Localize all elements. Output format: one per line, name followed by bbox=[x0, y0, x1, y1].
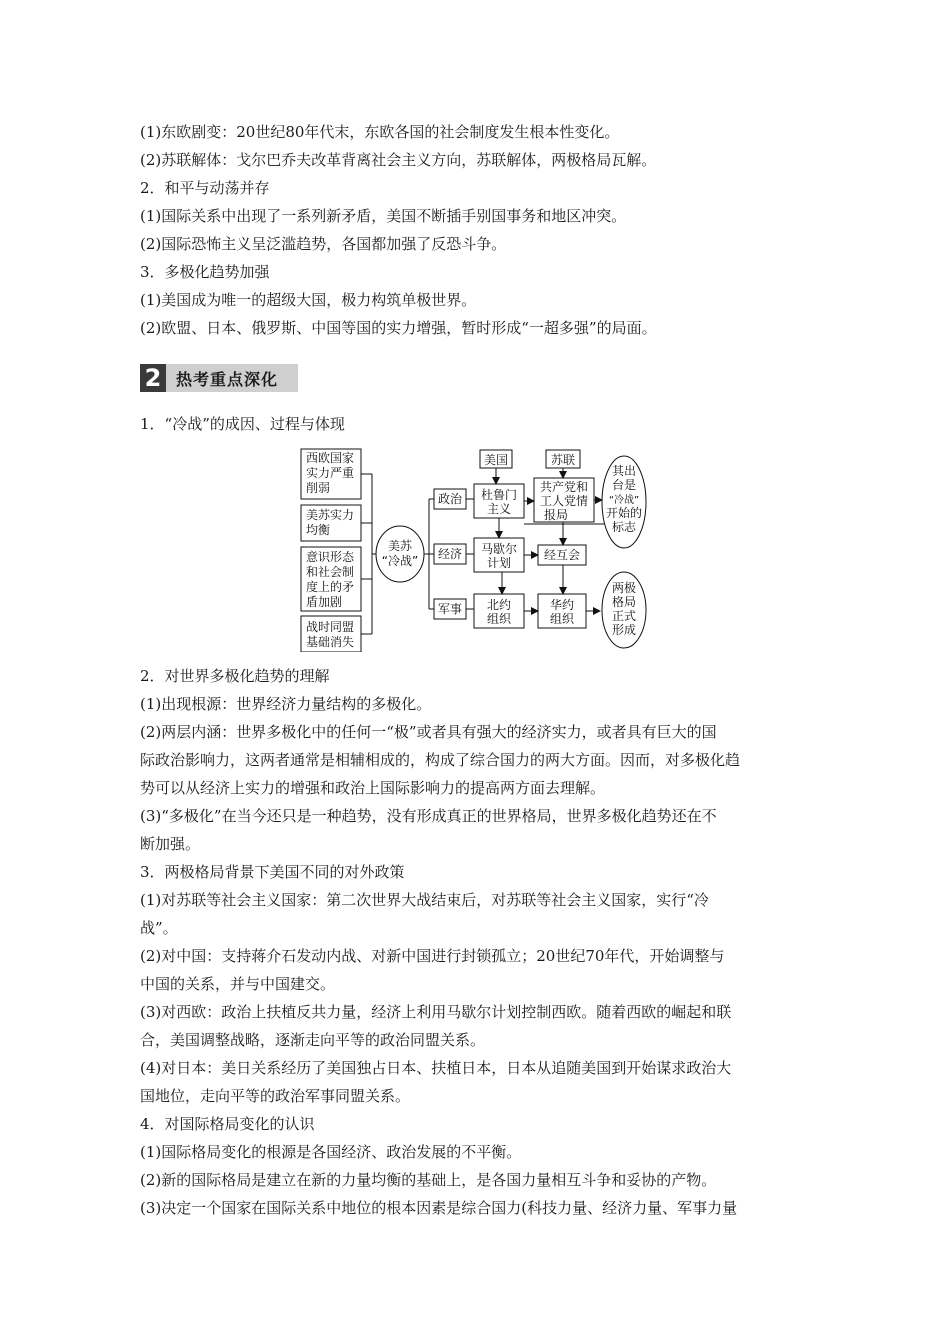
section-title: 热考重点深化 bbox=[176, 369, 279, 389]
paragraph: 国地位，走向平等的政治军事同盟关系。 bbox=[140, 1087, 411, 1105]
cause-text: 西欧国家 bbox=[306, 451, 355, 465]
subheading: 3．两极格局背景下美国不同的对外政策 bbox=[140, 863, 405, 881]
cause-text: 削弱 bbox=[306, 481, 331, 495]
usa-label: 美国 bbox=[483, 453, 509, 467]
cause-text: 和社会制 bbox=[306, 565, 355, 579]
nato-text: 组织 bbox=[486, 612, 512, 626]
paragraph: (1)国际格局变化的根源是各国经济、政治发展的不平衡。 bbox=[140, 1143, 522, 1161]
subheading: 4．对国际格局变化的认识 bbox=[140, 1115, 315, 1133]
paragraph: (1)国际关系中出现了一系列新矛盾，美国不断插手别国事务和地区冲突。 bbox=[140, 207, 627, 225]
result1-text: 台是 bbox=[611, 478, 637, 492]
cause-text: 美苏实力 bbox=[306, 508, 355, 522]
cominform-text: 报局 bbox=[543, 508, 569, 522]
paragraph: 中国的关系，并与中国建交。 bbox=[140, 975, 336, 993]
result1-text: 其出 bbox=[611, 464, 637, 478]
cause-text: 度上的矛 bbox=[306, 580, 355, 594]
result1-text: “冷战” bbox=[608, 495, 640, 506]
center-text: “冷战” bbox=[381, 554, 419, 568]
paragraph: 势可以从经济上实力的增强和政治上国际影响力的提高两方面去理解。 bbox=[140, 779, 606, 797]
ussr-label: 苏联 bbox=[550, 453, 576, 467]
cause-text: 均衡 bbox=[306, 523, 331, 537]
paragraph: (2)新的国际格局是建立在新的力量均衡的基础上，是各国力量相互斗争和妥协的产物。 bbox=[140, 1171, 717, 1189]
paragraph: (2)欧盟、日本、俄罗斯、中国等国的实力增强，暂时形成“一超多强”的局面。 bbox=[140, 319, 657, 337]
cause-text: 盾加剧 bbox=[306, 595, 343, 609]
paragraph: (2)对中国：支持蒋介石发动内战、对新中国进行封锁孤立；20世纪70年代，开始调整与 bbox=[140, 947, 725, 965]
paragraph: (1)出现根源：世界经济力量结构的多极化。 bbox=[140, 695, 432, 713]
cause-text: 意识形态 bbox=[306, 550, 355, 564]
paragraph: (3)“多极化”在当今还只是一种趋势，没有形成真正的世界格局，世界多极化趋势还在不 bbox=[140, 807, 717, 825]
paragraph: (2)国际恐怖主义呈泛滥趋势，各国都加强了反恐斗争。 bbox=[140, 235, 507, 253]
result1-text: 开始的 bbox=[605, 506, 643, 520]
comecon-text: 经互会 bbox=[543, 548, 581, 562]
subheading: 2．和平与动荡并存 bbox=[140, 179, 270, 197]
cominform-text: 工人党情 bbox=[539, 494, 589, 508]
cominform-text: 共产党和 bbox=[539, 480, 589, 494]
cold-war-diagram bbox=[294, 442, 654, 652]
nato-text: 北约 bbox=[486, 598, 512, 612]
subheading: 3．多极化趋势加强 bbox=[140, 263, 270, 281]
paragraph: 际政治影响力，这两者通常是相辅相成的，构成了综合国力的两大方面。因而，对多极化趋 bbox=[140, 751, 741, 769]
warsaw-text: 华约 bbox=[549, 598, 575, 612]
result2-text: 正式 bbox=[611, 609, 637, 623]
paragraph: (1)美国成为唯一的超级大国，极力构筑单极世界。 bbox=[140, 291, 477, 309]
paragraph: (2)苏联解体：戈尔巴乔夫改革背离社会主义方向，苏联解体，两极格局瓦解。 bbox=[140, 151, 657, 169]
aspect-politics: 政治 bbox=[437, 492, 463, 506]
warsaw-text: 组织 bbox=[549, 612, 575, 626]
paragraph: 战”。 bbox=[140, 919, 178, 937]
paragraph: 合，美国调整战略，逐渐走向平等的政治同盟关系。 bbox=[140, 1031, 486, 1049]
result2-text: 两极 bbox=[611, 581, 637, 595]
paragraph: (2)两层内涵：世界多极化中的任何一“极”或者具有强大的经济实力，或者具有巨大的国 bbox=[140, 723, 717, 741]
truman-text: 杜鲁门 bbox=[480, 488, 518, 502]
cause-text: 基础消失 bbox=[306, 635, 355, 649]
paragraph: (4)对日本：美日关系经历了美国独占日本、扶植日本，日本从追随美国到开始谋求政治大 bbox=[140, 1059, 732, 1077]
section-number: 2 bbox=[140, 364, 166, 392]
subheading: 2．对世界多极化趋势的理解 bbox=[140, 667, 330, 685]
paragraph: 断加强。 bbox=[140, 835, 201, 853]
marshall-text: 马歇尔 bbox=[480, 542, 518, 556]
cause-text: 实力严重 bbox=[306, 466, 355, 480]
center-text: 美苏 bbox=[387, 539, 413, 553]
subheading: 1．“冷战”的成因、过程与体现 bbox=[140, 415, 345, 433]
result1-text: 标志 bbox=[611, 520, 637, 534]
truman-text: 主义 bbox=[486, 502, 512, 516]
paragraph: (1)东欧剧变：20世纪80年代末，东欧各国的社会制度发生根本性变化。 bbox=[140, 123, 620, 141]
paragraph: (3)决定一个国家在国际关系中地位的根本因素是综合国力(科技力量、经济力量、军事力量 bbox=[140, 1199, 738, 1217]
section-heading bbox=[140, 364, 298, 392]
result2-text: 形成 bbox=[611, 623, 637, 637]
paragraph: (1)对苏联等社会主义国家：第二次世界大战结束后，对苏联等社会主义国家，实行“冷 bbox=[140, 891, 709, 909]
marshall-text: 计划 bbox=[486, 556, 512, 570]
aspect-military: 军事 bbox=[437, 602, 463, 616]
paragraph: (3)对西欧：政治上扶植反共力量，经济上利用马歇尔计划控制西欧。随着西欧的崛起和联 bbox=[140, 1003, 732, 1021]
result2-text: 格局 bbox=[611, 595, 637, 609]
aspect-economy: 经济 bbox=[437, 547, 463, 561]
cause-text: 战时同盟 bbox=[306, 620, 355, 634]
